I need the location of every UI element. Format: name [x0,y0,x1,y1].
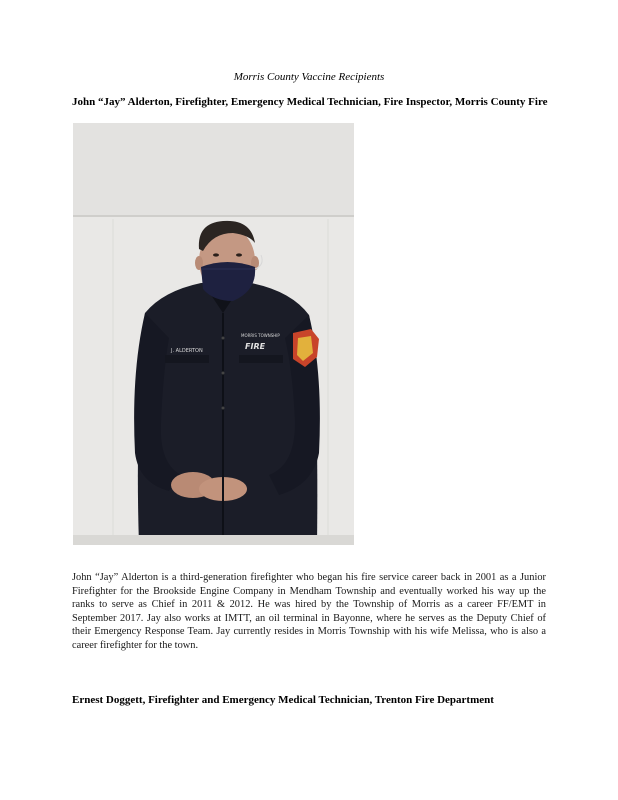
shirt-dept-text: MORRIS TOWNSHIP [241,333,280,338]
section-heading-doggett: Ernest Doggett, Firefighter and Emergency Medical Technician, Trenton Fire Department [72,694,494,706]
portrait-photo [73,123,354,545]
section-heading-alderton: John “Jay” Alderton, Firefighter, Emergency Medical Technician, Fire Inspector, Morris County Fire [72,96,548,108]
document-title: Morris County Vaccine Recipients [233,71,385,83]
bio-paragraph: John “Jay” Alderton is a third-generation firefighter who began his fire service career back in 2001 as a Junior Firefighter for the Brookside Engine Company in Mendham Township and eventually worked his way up the ranks to serve as Chief in 2011 & 2012. He was hired by the Township of Morris as a career FF/EMT in September 2017. Jay also works at IMTT, an oil terminal in Bayonne, where he serves as the Deputy Chief of their Emergency Response Team. Jay currently resides in Morris Township with his wife Melissa, who is also a career firefighter for the town. [72,572,546,651]
shirt-name-text: J. ALDERTON [171,348,203,354]
shirt-fire-text: FIRE [245,342,266,351]
